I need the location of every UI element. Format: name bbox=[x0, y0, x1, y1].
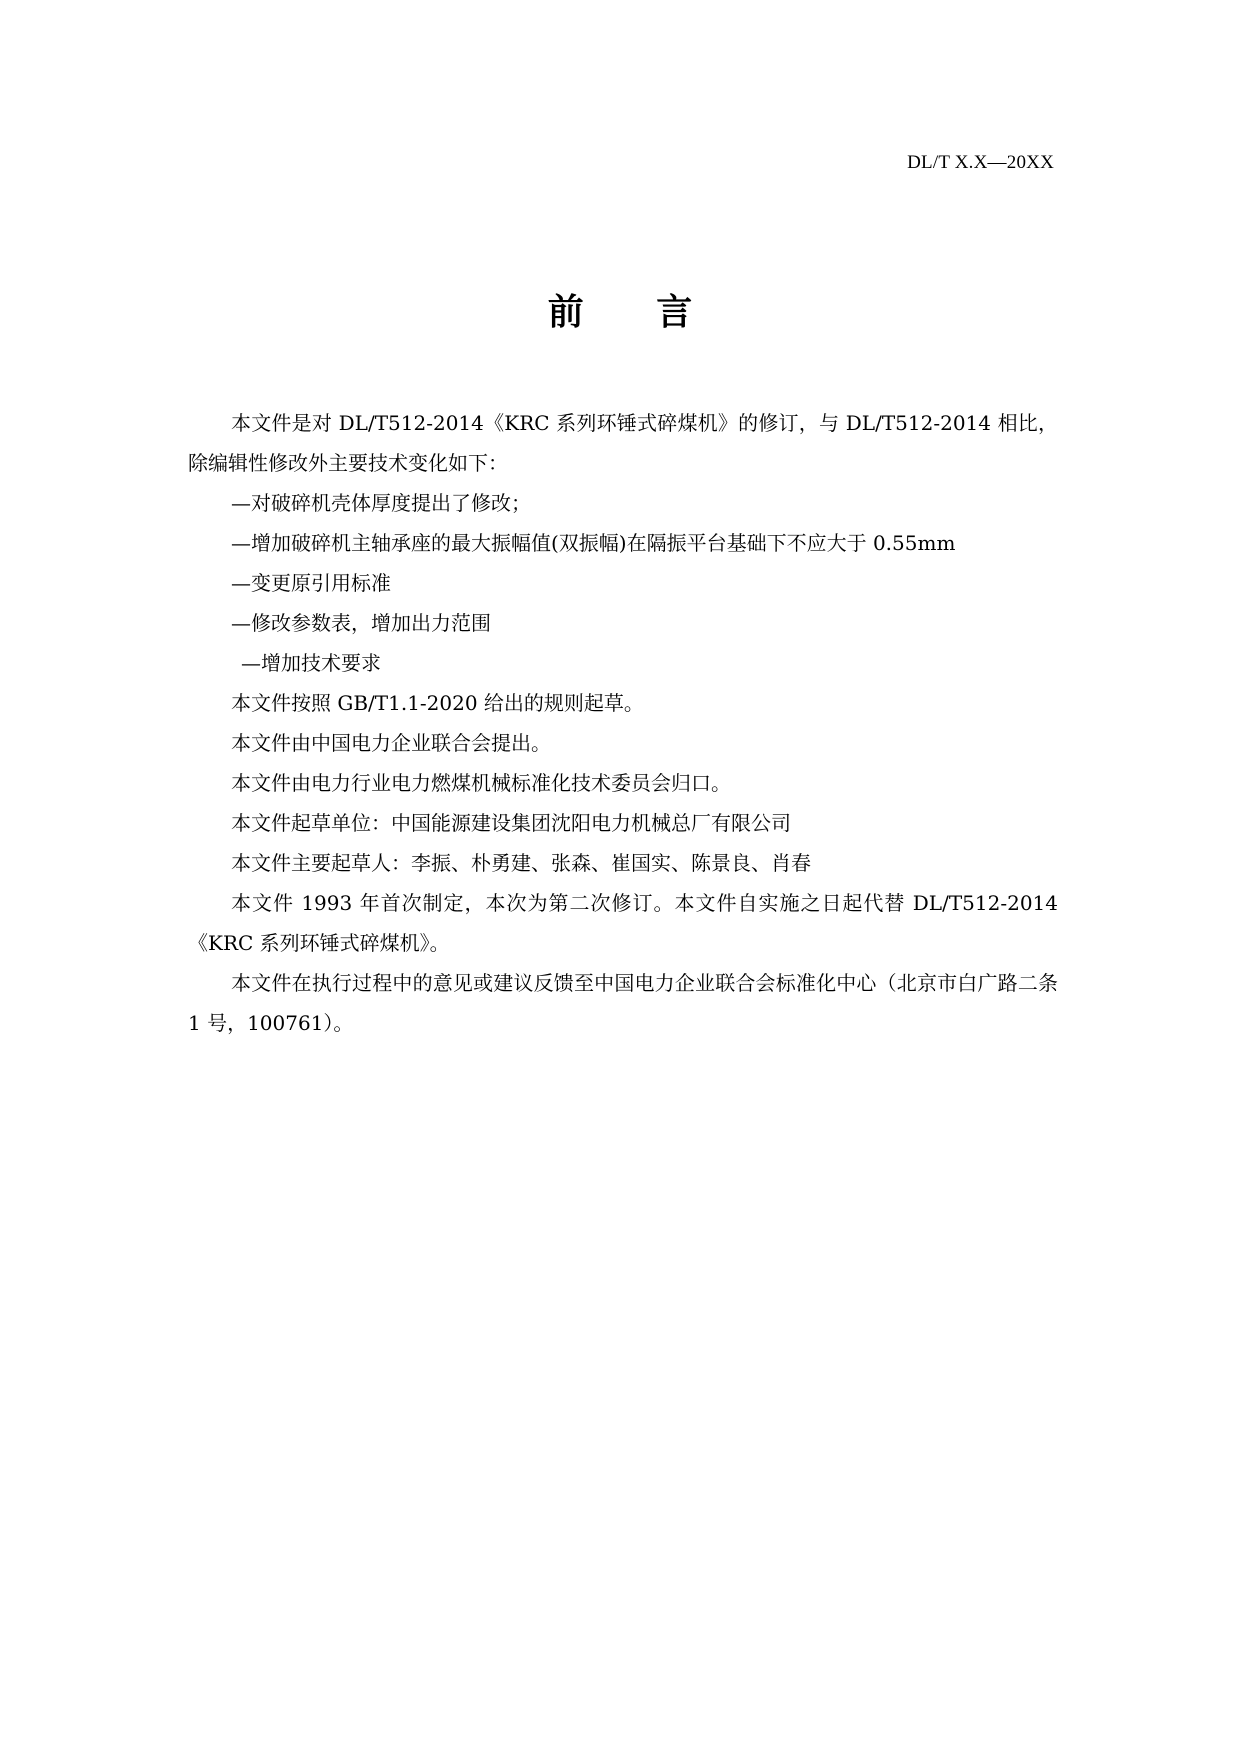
paragraph-drafting-rules: 本文件按照 GB/T1.1-2020 给出的规则起草。 bbox=[231, 691, 644, 715]
paragraph-drafting-unit: 本文件起草单位：中国能源建设集团沈阳电力机械总厂有限公司 bbox=[231, 811, 791, 835]
paragraph-feedback: 本文件在执行过程中的意见或建议反馈至中国电力企业联合会标准化中心（北京市白广路二条 1 号，100761）。 bbox=[188, 971, 1058, 1035]
page-title: 前 言 bbox=[547, 292, 723, 333]
paragraph-technical-committee: 本文件由电力行业电力燃煤机械标准化技术委员会归口。 bbox=[231, 771, 731, 795]
paragraph-proposer: 本文件由中国电力企业联合会提出。 bbox=[231, 731, 551, 755]
paragraph-revision-history: 本文件 1993 年首次制定，本次为第二次修订。本文件自实施之日起代替 DL/T512-2014《KRC 系列环锤式碎煤机》。 bbox=[188, 891, 1058, 955]
change-item-referenced-standards: —变更原引用标准 bbox=[231, 571, 391, 595]
foreword-body bbox=[188, 403, 1058, 1043]
change-item-shell-thickness: —对破碎机壳体厚度提出了修改； bbox=[231, 491, 531, 515]
change-item-parameter-table: —修改参数表，增加出力范围 bbox=[231, 611, 491, 635]
document-code: DL/T X.X—20XX bbox=[907, 152, 1054, 173]
paragraph-intro: 本文件是对 DL/T512-2014《KRC 系列环锤式碎煤机》的修订，与 DL/T512-2014 相比，除编辑性修改外主要技术变化如下： bbox=[188, 411, 1058, 475]
change-item-technical-requirements: —增加技术要求 bbox=[241, 651, 381, 675]
paragraph-drafters: 本文件主要起草人：李振、朴勇建、张森、崔国实、陈景良、肖春 bbox=[231, 851, 811, 875]
change-item-bearing-amplitude: —增加破碎机主轴承座的最大振幅值(双振幅)在隔振平台基础下不应大于 0.55mm bbox=[231, 531, 956, 555]
